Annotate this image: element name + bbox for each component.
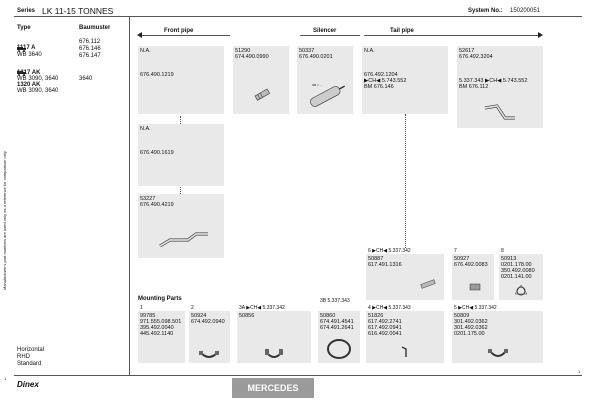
wb-1117a: WB 3640: [17, 52, 42, 58]
page-number: 1: [4, 376, 7, 381]
series-label: Series: [17, 8, 36, 14]
config-footer: Horizontal RHD Standard: [17, 347, 45, 367]
label-1: 1: [140, 305, 143, 311]
system-label: System No.:: [468, 8, 503, 14]
svg-text:SR = ...: SR = ...: [312, 83, 323, 87]
series-value: LK 11-15 TONNES: [42, 6, 114, 16]
front-pipe-na-1[interactable]: N.A. 676.490.1219: [138, 46, 224, 114]
silencer-header: Silencer: [313, 28, 337, 34]
silencer-icon: [297, 46, 353, 114]
part-50337[interactable]: 50337 676.490.0201 SR = ...: [297, 46, 353, 114]
tailpipe-icon: [457, 46, 543, 128]
part-53227[interactable]: 53227 676.490.4219: [138, 194, 224, 258]
clamp-icon: [452, 311, 543, 363]
type-1317ak: 1317 AK: [17, 70, 41, 76]
wb-1320ak: WB 3090, 3640: [17, 88, 59, 94]
part-50924[interactable]: 50924 674.492.0940: [189, 311, 230, 363]
part-50809[interactable]: 50809 301.492.0362 301.492.0362 0201.175.00: [452, 311, 543, 363]
footer-rule: [14, 375, 582, 376]
label-3a: 3A ▶CH◀ 5.337.342: [239, 305, 285, 311]
wb-1317ak: WB 3090, 3640: [17, 76, 59, 82]
label-8: 8: [501, 248, 504, 254]
connector: [180, 187, 182, 194]
baumuster-code-3640: 3640: [79, 76, 93, 82]
front-pipe-rule: [140, 35, 230, 36]
pipe-icon: [233, 46, 289, 114]
connector: [405, 114, 407, 248]
part-50913[interactable]: 50913 0201.178.00 350.492.0080 0201.141.00: [499, 254, 543, 300]
part-99785[interactable]: 99785 971.555.098.501 395.492.0040 445.492.1140: [138, 311, 185, 363]
label-6: 6 ▶CH◀ 5.337.342: [368, 248, 411, 254]
tail-pipe-na[interactable]: N.A. 676.492.1204 ▶CH◀ 5.743.552 BM 676.146: [362, 46, 448, 114]
brand-badge: MERCEDES: [232, 378, 314, 398]
front-pipe-icon: [138, 194, 224, 258]
label-4: 4 ▶CH◀ 5.337.343: [368, 305, 411, 311]
page-marker: 1: [578, 369, 581, 374]
part-50927[interactable]: 50927 676.492.0083: [452, 254, 494, 300]
front-pipe-header: Front pipe: [164, 28, 194, 34]
label-2: 2: [191, 305, 194, 311]
sidebar-divider: [129, 16, 130, 375]
silencer-rule: [300, 35, 360, 36]
clamp-icon: [452, 254, 494, 300]
tail-pipe-header: Tail pipe: [390, 28, 414, 34]
clamp-icon: [237, 311, 311, 363]
part-50860[interactable]: 50860 674.491.4541 674.491.2641: [318, 311, 360, 363]
clamp-icon: [189, 311, 230, 363]
connector: [180, 116, 182, 124]
part-50887[interactable]: 50887 617.491.1316: [366, 254, 444, 300]
vertical-note: Manufacturer's part numbers are used only as a reference for comparison only: [2, 151, 7, 290]
system-value: 150200051: [510, 8, 541, 14]
part-50856[interactable]: 50856: [237, 311, 311, 363]
part-52617[interactable]: 52617 676.492.3204 5.337.343 ▶CH◀ 5.743.552 BM 676.112: [457, 46, 543, 128]
label-3b: 3B 5.337.343: [320, 298, 350, 304]
part-51826[interactable]: 51826 617.492.2741 617.492.0941 616.492.0041: [366, 311, 444, 363]
arrow-right-icon: [538, 32, 543, 38]
type-1320ak: 1320 AK: [17, 82, 41, 88]
gasket-icon: [499, 254, 543, 300]
baumuster-codes-1: 676.112 676.146 676.147: [79, 39, 101, 59]
band-clamp-icon: [318, 311, 360, 363]
type-1117a: 1117 A: [17, 45, 36, 51]
part-51290[interactable]: 51290 674.490.0990: [233, 46, 289, 114]
label-7: 7: [454, 248, 457, 254]
bracket-icon: [366, 311, 444, 363]
type-header: Type: [17, 25, 31, 31]
dinex-logo: Dinex: [17, 380, 39, 389]
header-rule: [14, 16, 582, 17]
baumuster-header: Baumuster: [79, 25, 111, 31]
pipe-icon: [366, 254, 444, 300]
tail-pipe-rule: [364, 35, 539, 36]
front-pipe-na-2[interactable]: N.A. 676.490.1619: [138, 124, 224, 186]
arrow-left-icon: [137, 32, 142, 38]
label-5: 5 ▶CH◀ 5.337.342: [454, 305, 497, 311]
mounting-parts-header: Mounting Parts: [138, 296, 182, 302]
